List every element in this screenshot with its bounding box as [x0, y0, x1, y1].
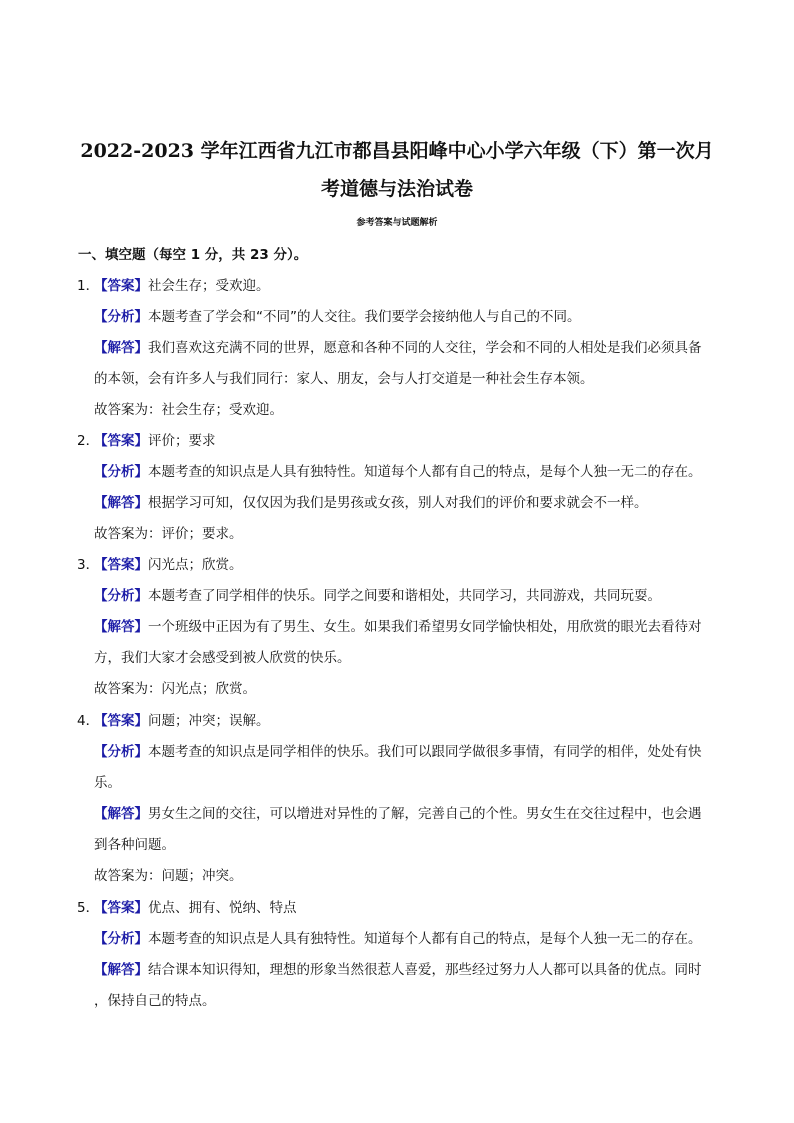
q4-solution-text-1: 男女生之间的交往，可以增进对异性的了解，完善自己的个性。男女生在交往过程中，也会遇	[148, 806, 702, 822]
q4-conclusion: 故答案为：问题；冲突。	[94, 868, 243, 884]
document-title-line-2: 考道德与法治试卷	[320, 178, 473, 200]
q2-number: 2．	[77, 433, 100, 449]
q3-analysis-text: 本题考查了同学相伴的快乐。同学之间要和谐相处，共同学习，共同游戏，共同玩耍。	[148, 588, 661, 604]
solution-tag: 【解答】	[94, 962, 148, 978]
q2-conclusion: 故答案为：评价；要求。	[94, 526, 243, 542]
q4-answer-line	[77, 711, 270, 731]
q1-solution-line-2: 的本领，会有许多人与我们同行：家人、朋友，会与人打交道是一种社会生存本领。	[94, 371, 594, 387]
answer-tag: 【答案】	[94, 278, 148, 294]
q5-analysis-line	[94, 929, 702, 949]
q1-solution-text-1: 我们喜欢这充满不同的世界，愿意和各种不同的人交往，学会和不同的人相处是我们必须具备	[148, 340, 702, 356]
answer-tag: 【答案】	[94, 433, 148, 449]
q2-solution-text-1: 根据学习可知，仅仅因为我们是男孩或女孩，别人对我们的评价和要求就会不一样。	[148, 495, 648, 511]
q4-answer-text: 问题；冲突；误解。	[148, 713, 270, 729]
q1-analysis-text: 本题考查了学会和“不同”的人交往。我们要学会接纳他人与自己的不同。	[148, 309, 581, 325]
document-subtitle: 参考答案与试题解析	[356, 218, 438, 228]
q1-answer-line	[77, 276, 270, 296]
analysis-tag: 【分析】	[94, 588, 148, 604]
q3-solution-line-1	[94, 617, 702, 637]
q3-analysis-line	[94, 586, 661, 606]
q5-solution-line-2: ，保持自己的特点。	[94, 993, 216, 1009]
q5-solution-text-1: 结合课本知识得知，理想的形象当然很惹人喜爱，那些经过努力人人都可以具备的优点。同时	[148, 962, 702, 978]
q3-solution-text-1: 一个班级中正因为有了男生、女生。如果我们希望男女同学愉快相处，用欣赏的眼光去看待对	[148, 619, 702, 635]
q2-analysis-line	[94, 462, 702, 482]
analysis-tag: 【分析】	[94, 744, 148, 760]
answer-tag: 【答案】	[94, 713, 148, 729]
q3-conclusion: 故答案为：闪光点；欣赏。	[94, 681, 256, 697]
q3-answer-line	[77, 555, 243, 575]
answer-tag: 【答案】	[94, 557, 148, 573]
q5-solution-line-1	[94, 960, 702, 980]
analysis-tag: 【分析】	[94, 931, 148, 947]
q5-answer-text: 优点、拥有、悦纳、特点	[148, 900, 297, 916]
q1-solution-line-1	[94, 338, 702, 358]
document-title-line-1: 2022-2023 学年江西省九江市都昌县阳峰中心小学六年级（下）第一次月	[80, 140, 714, 162]
q1-answer-text: 社会生存；受欢迎。	[148, 278, 270, 294]
q2-answer-line	[77, 431, 216, 451]
analysis-tag: 【分析】	[94, 464, 148, 480]
section-heading: 一、填空题（每空 1 分，共 23 分）。	[78, 247, 308, 263]
analysis-tag: 【分析】	[94, 309, 148, 325]
q1-conclusion: 故答案为：社会生存；受欢迎。	[94, 402, 283, 418]
q4-analysis-line-2: 乐。	[94, 775, 121, 791]
q3-number: 3．	[77, 557, 100, 573]
q1-number: 1．	[77, 278, 100, 294]
solution-tag: 【解答】	[94, 619, 148, 635]
q5-analysis-text: 本题考查的知识点是人具有独特性。知道每个人都有自己的特点，是每个人独一无二的存在。	[148, 931, 702, 947]
q4-analysis-line-1	[94, 742, 702, 762]
q4-solution-line-1	[94, 804, 702, 824]
q5-answer-line	[77, 898, 297, 918]
answer-tag: 【答案】	[94, 900, 148, 916]
q3-solution-line-2: 方，我们大家才会感受到被人欣赏的快乐。	[94, 650, 351, 666]
q4-analysis-text-1: 本题考查的知识点是同学相伴的快乐。我们可以跟同学做很多事情，有同学的相伴，处处有快	[148, 744, 702, 760]
solution-tag: 【解答】	[94, 340, 148, 356]
q2-analysis-text: 本题考查的知识点是人具有独特性。知道每个人都有自己的特点，是每个人独一无二的存在。	[148, 464, 702, 480]
q1-analysis-line	[94, 307, 581, 327]
solution-tag: 【解答】	[94, 495, 148, 511]
q4-solution-line-2: 到各种问题。	[94, 837, 175, 853]
q4-number: 4．	[77, 713, 100, 729]
q2-solution-line-1	[94, 493, 648, 513]
q2-answer-text: 评价；要求	[148, 433, 216, 449]
q3-answer-text: 闪光点；欣赏。	[148, 557, 243, 573]
q5-number: 5．	[77, 900, 100, 916]
solution-tag: 【解答】	[94, 806, 148, 822]
